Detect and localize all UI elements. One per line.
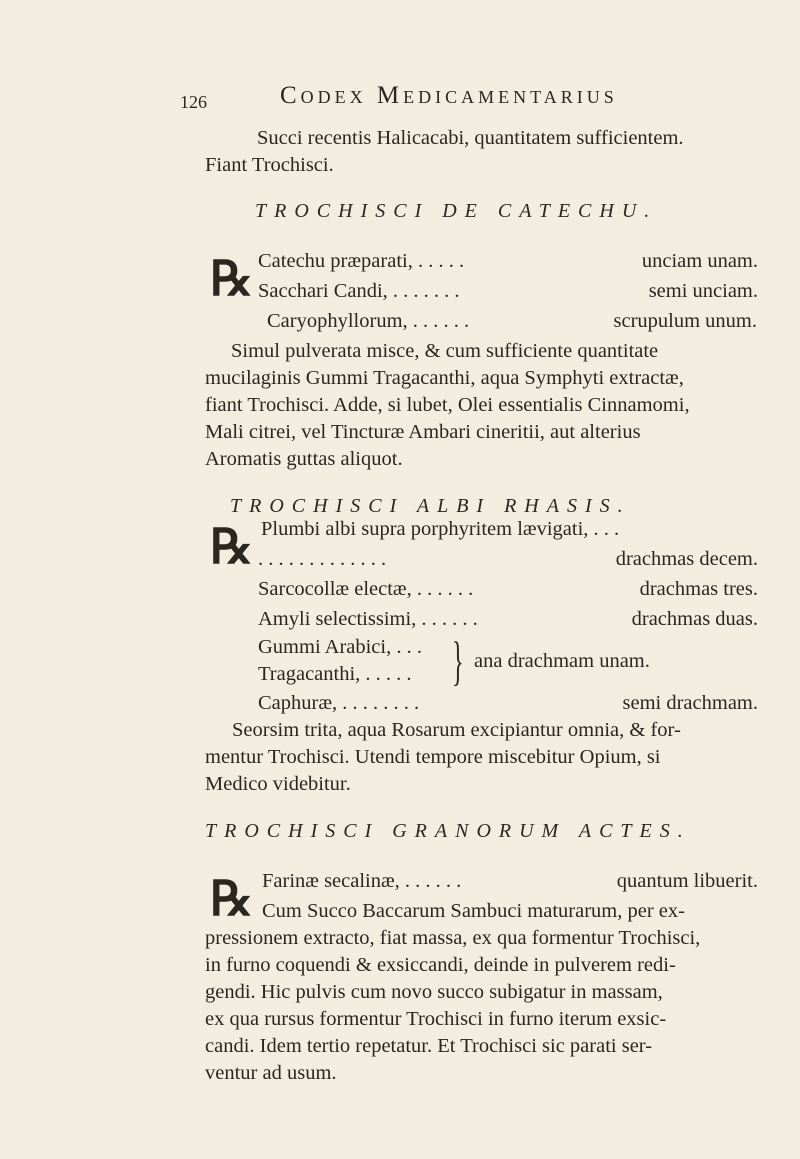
ingredient-name: Plumbi albi supra porphyritem lævigati, (261, 518, 589, 540)
ingredient-quantity: semi unciam. (648, 280, 758, 302)
ingredient-line (258, 579, 758, 600)
body-line: in furno coquendi & exsiccandi, deinde in pulverem redi- (205, 954, 676, 976)
ingredient-line (258, 549, 758, 570)
ingredient-name: Sacchari Candi, (258, 280, 388, 302)
running-head (180, 82, 680, 116)
body-line: gendi. Hic pulvis cum novo succo subigatur in massam, (205, 981, 663, 1003)
leader-dots: . . . (593, 518, 620, 540)
body-line: Mali citrei, vel Tincturæ Ambari cineritii, aut alterius (205, 421, 641, 443)
leader-dots: . . . . . . (421, 608, 478, 630)
ingredient-name: Tragacanthi, (258, 663, 361, 685)
section-title: TROCHISCI GRANORUM ACTES. (205, 820, 691, 842)
body-line: mentur Trochisci. Utendi tempore miscebitur Opium, si (205, 746, 661, 768)
body-line: ventur ad usum. (205, 1062, 337, 1084)
ingredient-line (258, 637, 422, 658)
leader-dots: . . . . . . (412, 310, 470, 332)
ingredient-name: Caryophyllorum, (267, 310, 408, 332)
running-title: Codex Medicamentarius (280, 82, 618, 109)
leader-dots: . . . . . . . (392, 280, 460, 302)
ingredient-quantity: drachmas tres. (639, 578, 758, 600)
ingredient-name: Amyli selectissimi, (258, 608, 417, 630)
page-number: 126 (180, 92, 207, 112)
recipe-symbol: ℞ (210, 521, 254, 574)
recipe-symbol: ℞ (210, 873, 254, 926)
ingredient-line (258, 609, 758, 630)
body-line: pressionem extracto, fiat massa, ex qua formentur Trochisci, (205, 927, 701, 949)
ingredient-line (267, 311, 757, 332)
ingredient-name: Farinæ secalinæ, (262, 870, 400, 892)
body-line: mucilaginis Gummi Tragacanthi, aqua Symphyti extractæ, (205, 367, 684, 389)
ingredient-quantity: unciam unam. (641, 250, 758, 272)
ingredient-line (258, 664, 412, 685)
intro-line: Succi recentis Halicacabi, quantitatem sufficientem. (257, 127, 684, 149)
section-title: TROCHISCI DE CATECHU. (255, 200, 658, 222)
ingredient-quantity: semi drachmam. (622, 692, 758, 714)
body-line: candi. Idem tertio repetatur. Et Trochisci sic parati ser- (205, 1035, 653, 1057)
body-line: Aromatis guttas aliquot. (205, 448, 403, 470)
bracket-quantity: ana drachmam unam. (474, 650, 650, 672)
ingredient-name: Catechu præparati, (258, 250, 413, 272)
ingredient-line (261, 519, 619, 540)
ingredient-line (258, 251, 758, 272)
ingredient-quantity: drachmas duas. (631, 608, 758, 630)
curly-brace: } (452, 631, 464, 691)
leader-dots: . . . . . . . . . . . . . (258, 548, 387, 570)
body-line: Medico videbitur. (205, 773, 351, 795)
ingredient-name: Caphuræ, (258, 692, 338, 714)
ingredient-quantity: scrupulum unum. (613, 310, 757, 332)
ingredient-name: Gummi Arabici, (258, 636, 392, 658)
ingredient-quantity: drachmas decem. (615, 548, 758, 570)
ingredient-line (258, 693, 758, 714)
leader-dots: . . . . . . (404, 870, 462, 892)
body-line: ex qua rursus formentur Trochisci in furno iterum exsic- (205, 1008, 667, 1030)
ingredient-line (258, 281, 758, 302)
body-line: fiant Trochisci. Adde, si lubet, Olei essentialis Cinnamomi, (205, 394, 690, 416)
section-title: TROCHISCI ALBI RHASIS. (230, 495, 631, 517)
recipe-symbol: ℞ (210, 253, 254, 306)
leader-dots: . . . . . . (416, 578, 474, 600)
ingredient-quantity: quantum libuerit. (616, 870, 758, 892)
body-line: Seorsim trita, aqua Rosarum excipiantur omnia, & for- (232, 719, 681, 741)
leader-dots: . . . . . (417, 250, 465, 272)
leader-dots: . . . (396, 636, 422, 658)
body-line: Cum Succo Baccarum Sambuci maturarum, per ex- (262, 900, 685, 922)
intro-line: Fiant Trochisci. (205, 154, 334, 176)
ingredient-line (262, 871, 758, 892)
ingredient-name: Sarcocollæ electæ, (258, 578, 412, 600)
leader-dots: . . . . . (365, 663, 412, 685)
leader-dots: . . . . . . . . (342, 692, 420, 714)
body-line: Simul pulverata misce, & cum sufficiente quantitate (231, 340, 659, 362)
